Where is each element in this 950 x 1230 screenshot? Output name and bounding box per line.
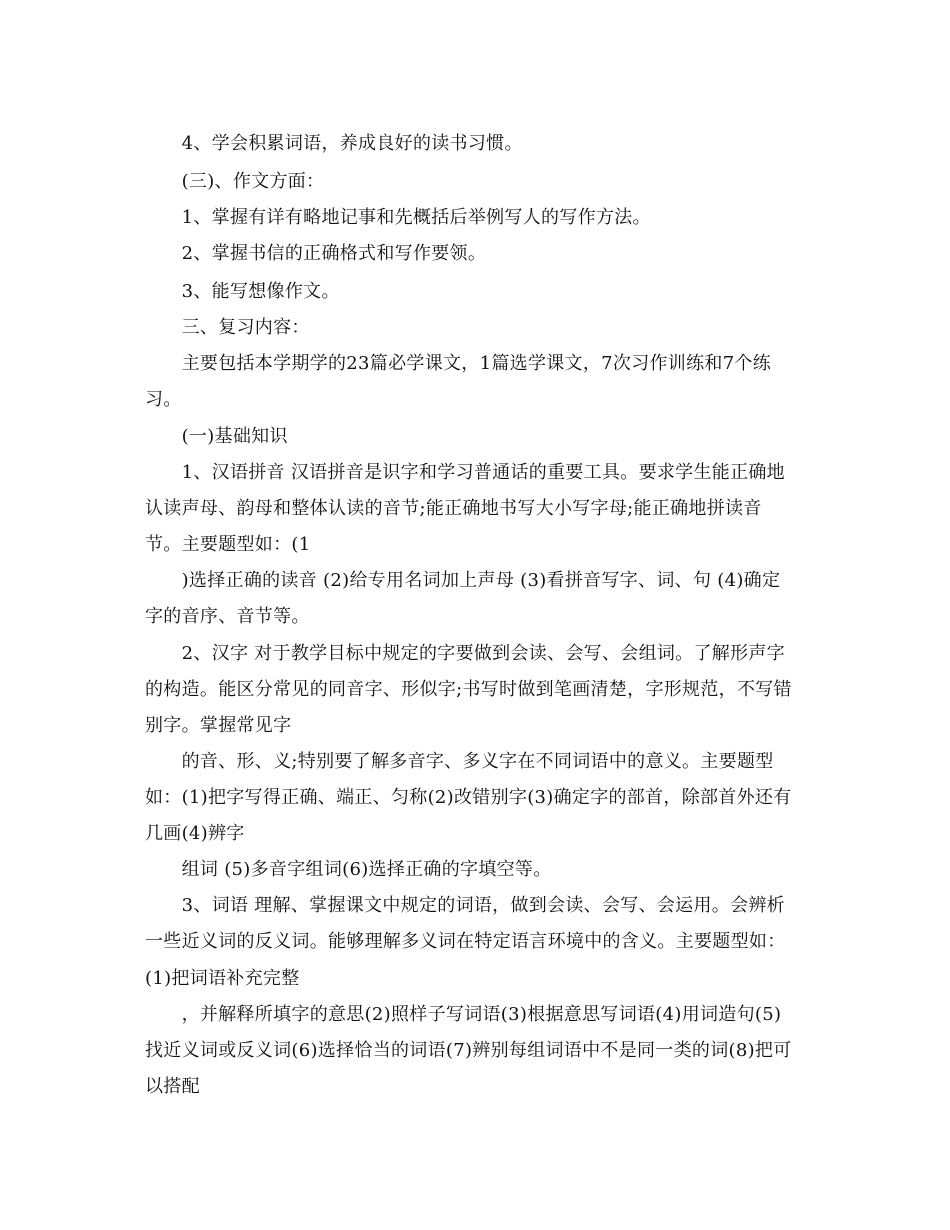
text-line: 字的音序、音节等。 xyxy=(145,606,310,627)
text-line: 主要包括本学期学的23篇必学课文，1篇选学课文，7次习作训练和7个练 xyxy=(145,353,772,374)
text-line: 的音、形、义;特别要了解多音字、多义字在不同词语中的意义。主要题型 xyxy=(145,751,774,772)
text-line: 2、汉字 对于教学目标中规定的字要做到会读、会写、会组词。了解形声字 xyxy=(145,643,785,664)
section-heading: 三、复习内容： xyxy=(145,317,310,338)
text-line: 找近义词或反义词(6)选择恰当的词语(7)辨别每组词语中不是同一类的词(8)把可 xyxy=(145,1040,792,1061)
text-line: 一些近义词的反义词。能够理解多义词在特定语言环境中的含义。主要题型如： xyxy=(145,931,786,952)
text-line: 的构造。能区分常见的同音字、形似字;书写时做到笔画清楚，字形规范，不写错 xyxy=(145,679,792,700)
text-line: )选择正确的读音 (2)给专用名词加上声母 (3)看拼音写字、词、句 (4)确定 xyxy=(145,570,781,591)
text-line: 以搭配 xyxy=(145,1076,200,1097)
subsection-heading: (一)基础知识 xyxy=(145,426,288,447)
text-line: 几画(4)辨字 xyxy=(145,823,245,844)
text-line: ，并解释所填字的意思(2)照样子写词语(3)根据意思写词语(4)用词造句(5) xyxy=(145,1004,782,1025)
text-line: 别字。掌握常见字 xyxy=(145,715,292,736)
text-line: 1、掌握有详有略地记事和先概括后举例写人的写作方法。 xyxy=(145,207,651,228)
text-line: 2、掌握书信的正确格式和写作要领。 xyxy=(145,243,487,264)
text-line: 认读声母、韵母和整体认读的音节;能正确地书写大小写字母;能正确地拼读音 xyxy=(145,498,762,519)
text-line: 3、能写想像作文。 xyxy=(145,281,340,302)
text-line: 3、词语 理解、掌握课文中规定的词语，做到会读、会写、会运用。会辨析 xyxy=(145,895,785,916)
text-line: (三)、作文方面： xyxy=(145,171,325,192)
text-line: 节。主要题型如：(1 xyxy=(145,534,311,555)
text-line: 4、学会积累词语，养成良好的读书习惯。 xyxy=(145,133,523,154)
text-line: 习。 xyxy=(145,389,182,410)
text-line: (1)把词语补充完整 xyxy=(145,968,300,989)
text-line: 如：(1)把字写得正确、端正、匀称(2)改错别字(3)确定字的部首，除部首外还有 xyxy=(145,787,792,808)
text-line: 1、汉语拼音 汉语拼音是识字和学习普通话的重要工具。要求学生能正确地 xyxy=(145,462,785,483)
text-line: 组词 (5)多音字组词(6)选择正确的字填空等。 xyxy=(145,859,552,880)
